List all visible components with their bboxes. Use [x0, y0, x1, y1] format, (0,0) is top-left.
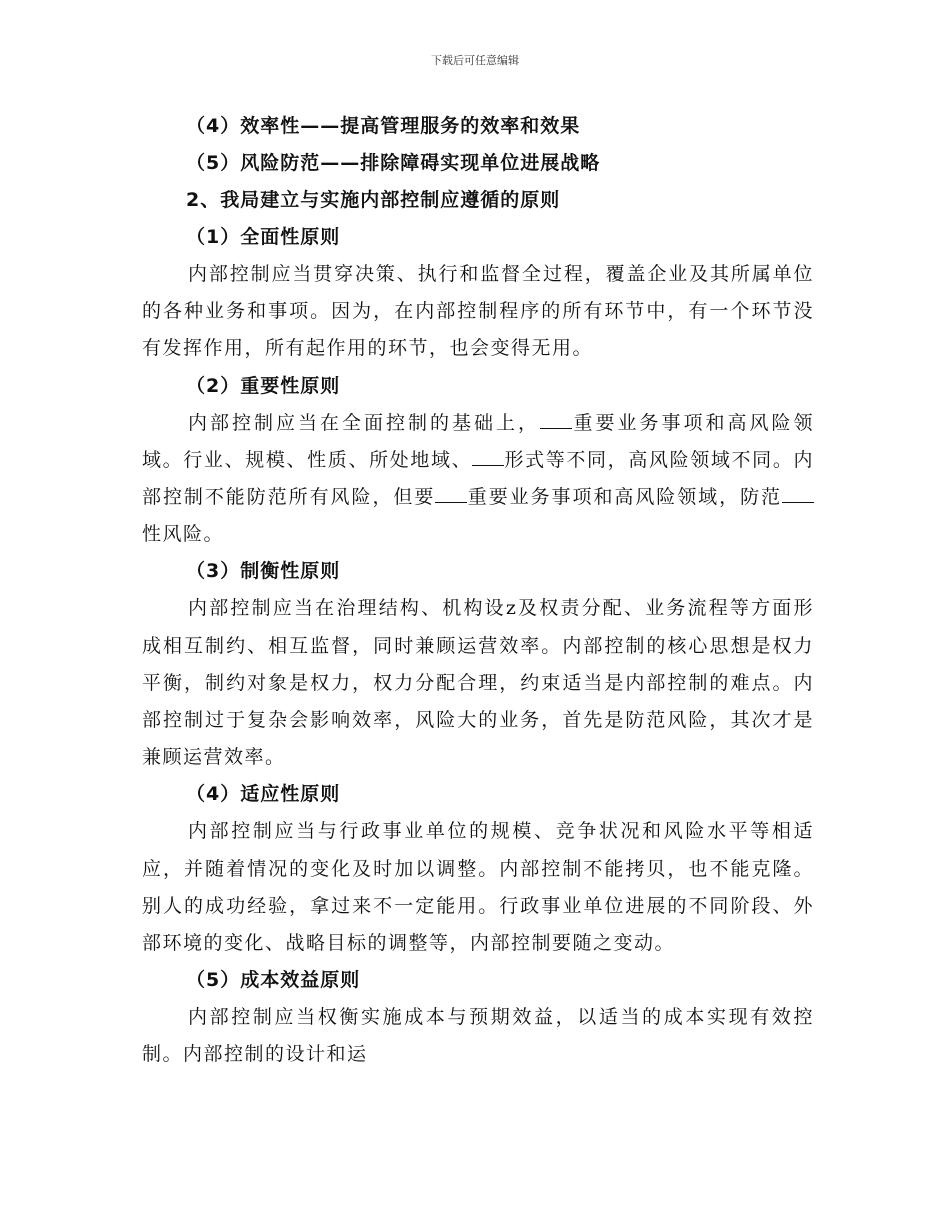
heading-efficiency: （4）效率性——提高管理服务的效率和效果: [186, 115, 581, 137]
page-header-note: 下载后可任意编辑: [431, 54, 519, 67]
fill-blank: [435, 486, 467, 503]
heading-importance-principle: （2）重要性原则: [186, 374, 341, 397]
paragraph-checks-balances: 内部控制应当在治理结构、机构设z及权责分配、业务流程等方面形成相互制约、相互监督，同时兼顾运营效率。内部控制的核心思想是权力平衡，制约对象是权力，权力分配合理，约束适当是内部控制的难点。内部控制过于复杂会影响效率，风险大的业务，首先是防范风险，其次才是兼顾运营效率。: [142, 597, 814, 769]
heading-risk-prevention: （5）风险防范——排除障碍实现单位进展战略: [186, 152, 601, 174]
paragraph-importance-part-3: 形式等不同，高风险领域不同。内部控制不能防范所有风险，但要: [142, 448, 814, 509]
heading-cost-benefit-principle: （5）成本效益原则: [186, 969, 361, 992]
fill-blank: [782, 486, 814, 503]
heading-principles: 2、我局建立与实施内部控制应遵循的原则: [186, 189, 561, 211]
paragraph-importance-part-5: 性风险。: [142, 523, 225, 546]
paragraph-importance-part-2: 重要业务事项和高风险领域。行业、规模、性质、所处地域、: [142, 411, 814, 471]
document-body: [142, 108, 814, 1074]
paragraph-importance-part-1: 内部控制应当在全面控制的基础上，: [188, 411, 540, 434]
fill-blank: [540, 412, 572, 429]
fill-blank: [472, 449, 504, 466]
paragraph-importance-part-4: 重要业务事项和高风险领域，防范: [467, 486, 782, 509]
paragraph-comprehensive: 内部控制应当贯穿决策、执行和监督全过程，覆盖企业及其所属单位的各种业务和事项。因为，在内部控制程序的所有环节中，有一个环节没有发挥作用，所有起作用的环节，也会变得无用。: [142, 263, 814, 360]
heading-comprehensive-principle: （1）全面性原则: [186, 226, 341, 248]
heading-adaptability-principle: （4）适应性原则: [186, 783, 341, 806]
heading-checks-balances-principle: （3）制衡性原则: [186, 560, 341, 583]
paragraph-cost-benefit: 内部控制应当权衡实施成本与预期效益，以适当的成本实现有效控制。内部控制的设计和运: [142, 1006, 814, 1066]
paragraph-adaptability: 内部控制应当与行政事业单位的规模、竞争状况和风险水平等相适应，并随着情况的变化及时加以调整。内部控制不能拷贝，也不能克隆。别人的成功经验，拿过来不一定能用。行政事业单位进展的不同阶段、外部环境的变化、战略目标的调整等，内部控制要随之变动。: [142, 820, 814, 955]
paragraph-importance: [142, 405, 814, 554]
